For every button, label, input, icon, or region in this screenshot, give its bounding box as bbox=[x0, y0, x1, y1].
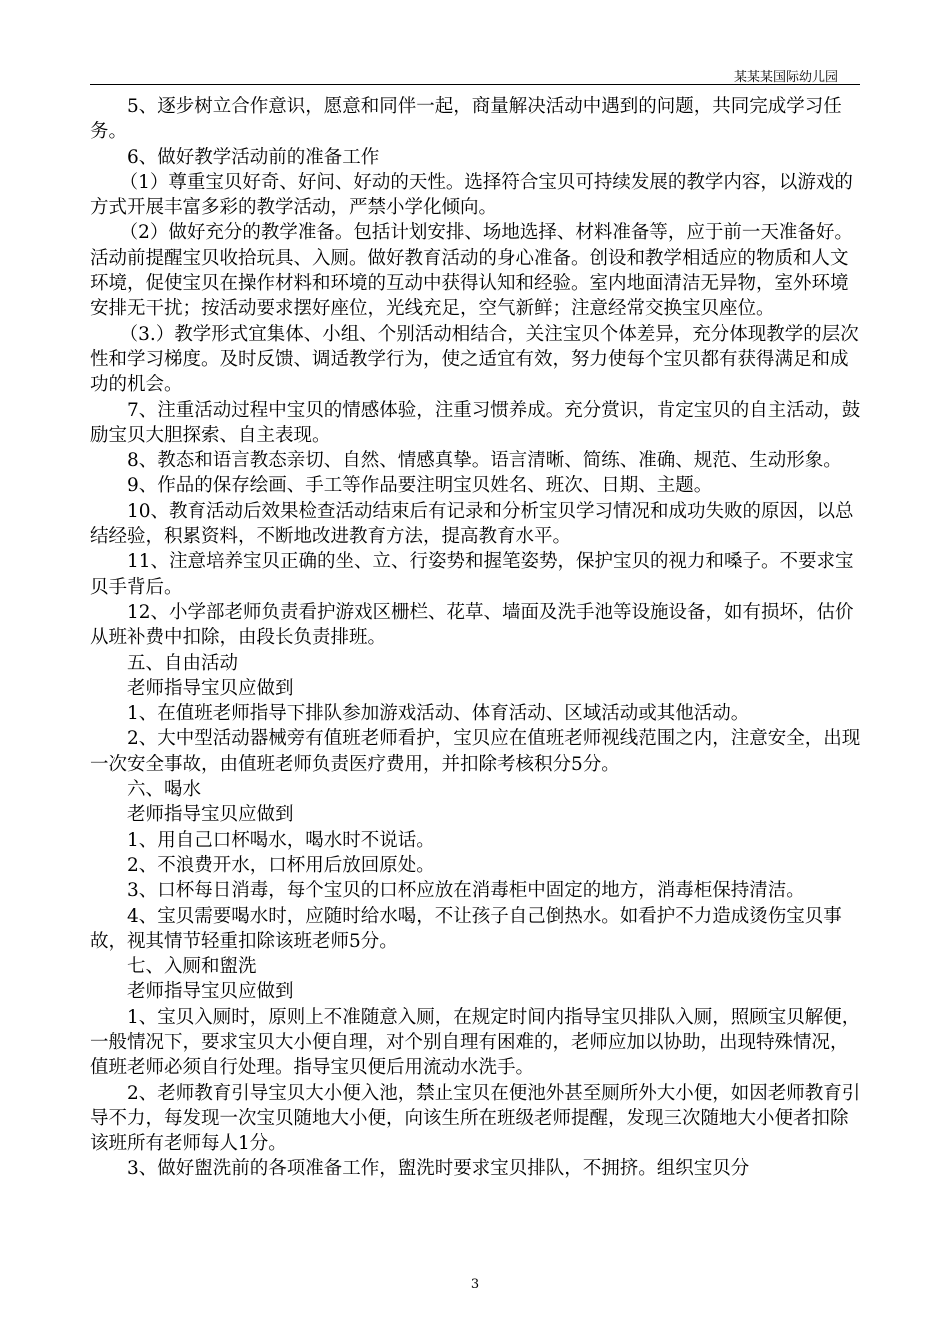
paragraph: 5、逐步树立合作意识，愿意和同伴一起，商量解决活动中遇到的问题，共同完成学习任务。 bbox=[90, 96, 842, 143]
paragraph: （1）尊重宝贝好奇、好问、好动的天性。选择符合宝贝可持续发展的教学内容，以游戏的方式开展丰富多彩的教学活动，严禁小学化倾向。 bbox=[90, 171, 853, 219]
section-heading: 五、自由活动 bbox=[127, 652, 239, 674]
paragraph: 11、注意培养宝贝正确的坐、立、行姿势和握笔姿势，保护宝贝的视力和嗓子。不要求宝贝手背后。 bbox=[90, 551, 854, 598]
paragraph: 1、宝贝入厕时，原则上不准随意入厕，在规定时间内指导宝贝排队入厕，照顾宝贝解便，一般情况下，要求宝贝大小便自理，对个别自理有困难的，老师应加以协助，出现特殊情况，值班老师必须自行处理。指导宝贝便后用流动水洗手。 bbox=[90, 1006, 861, 1079]
paragraph: 3、口杯每日消毒，每个宝贝的口杯应放在消毒柜中固定的地方，消毒柜保持清洁。 bbox=[127, 880, 805, 902]
paragraph: 12、小学部老师负责看护游戏区栅栏、花草、墙面及洗手池等设施设备，如有损坏，估价从班补费中扣除，由段长负责排班。 bbox=[90, 601, 854, 649]
section-heading: 七、入厕和盥洗 bbox=[127, 956, 257, 978]
paragraph: 2、大中型活动器械旁有值班老师看护，宝贝应在值班老师视线范围之内，注意安全，出现一次安全事故，由值班老师负责医疗费用，并扣除考核积分5分。 bbox=[90, 728, 861, 775]
paragraph: 1、用自己口杯喝水，喝水时不说话。 bbox=[127, 829, 435, 851]
paragraph: （2）做好充分的教学准备。包括计划安排、场地选择、材料准备等，应于前一天准备好。活动前提醒宝贝收拾玩具、入厕。做好教育活动的身心准备。创设和教学相适应的物质和人文环境，促使宝贝在操作材料和环境的互动中获得认知和经验。室内地面清洁无异物，室外环境安排无干扰；按活动要求摆好座位，光线充足，空气新鲜；注意经常交换宝贝座位。 bbox=[90, 222, 853, 320]
page-number: 3 bbox=[470, 1277, 480, 1292]
paragraph: 老师指导宝贝应做到 bbox=[127, 981, 294, 1003]
paragraph: 1、在值班老师指导下排队参加游戏活动、体育活动、区域活动或其他活动。 bbox=[127, 703, 750, 725]
header-divider bbox=[90, 84, 860, 85]
paragraph: 老师指导宝贝应做到 bbox=[127, 804, 294, 826]
paragraph: 8、教态和语言教态亲切、自然、情感真挚。语言清晰、简练、准确、规范、生动形象。 bbox=[127, 450, 842, 472]
document-body bbox=[90, 94, 862, 1182]
header-title: 某某某国际幼儿园 bbox=[733, 70, 838, 85]
paragraph: 7、注重活动过程中宝贝的情感体验，注重习惯养成。充分赏识，肯定宝贝的自主活动，鼓励宝贝大胆探索、自主表现。 bbox=[90, 399, 861, 446]
paragraph: （3.）教学形式宜集体、小组、个别活动相结合，关注宝贝个体差异，充分体现教学的层次性和学习梯度。及时反馈、调适教学行为，使之适宜有效，努力使每个宝贝都有获得满足和成功的机会。 bbox=[90, 323, 859, 396]
paragraph: 2、不浪费开水，口杯用后放回原处。 bbox=[127, 854, 435, 876]
paragraph: 3、做好盥洗前的各项准备工作，盥洗时要求宝贝排队，不拥挤。组织宝贝分 bbox=[127, 1158, 750, 1180]
paragraph: 2、老师教育引导宝贝大小便入池，禁止宝贝在便池外甚至厕所外大小便，如因老师教育引导不力，每发现一次宝贝随地大小便，向该生所在班级老师提醒，发现三次随地大小便者扣除该班所有老师每人1分。 bbox=[90, 1082, 861, 1155]
paragraph: 10、教育活动后效果检查活动结束后有记录和分析宝贝学习情况和成功失败的原因，以总结经验，积累资料，不断地改进教育方法，提高教育水平。 bbox=[90, 500, 854, 548]
section-heading: 六、喝水 bbox=[127, 779, 202, 801]
paragraph: 6、做好教学活动前的准备工作 bbox=[127, 146, 380, 168]
paragraph: 老师指导宝贝应做到 bbox=[127, 677, 294, 699]
paragraph: 9、作品的保存绘画、手工等作品要注明宝贝姓名、班次、日期、主题。 bbox=[127, 475, 713, 497]
paragraph: 4、宝贝需要喝水时，应随时给水喝，不让孩子自己倒热水。如看护不力造成烫伤宝贝事故，视其情节轻重扣除该班老师5分。 bbox=[90, 905, 842, 952]
